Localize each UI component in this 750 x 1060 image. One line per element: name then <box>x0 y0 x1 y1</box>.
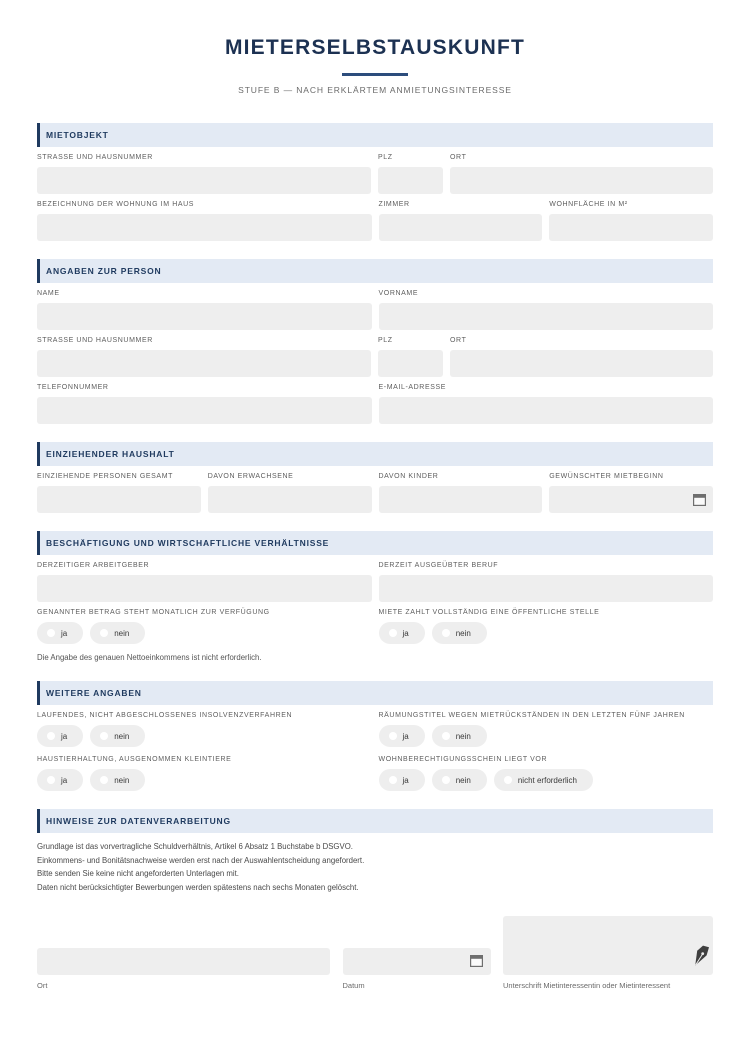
radio-indicator <box>389 629 397 637</box>
field-label: STRASSE UND HAUSNUMMER <box>37 154 153 161</box>
field-label: HAUSTIERHALTUNG, AUSGENOMMEN KLEINTIERE <box>37 756 232 763</box>
radio-option-nein[interactable] <box>90 769 145 791</box>
section-hinweise <box>37 809 713 991</box>
radio-option-nein[interactable] <box>432 769 487 791</box>
erwachsene-input[interactable] <box>208 486 372 513</box>
beruf-input[interactable] <box>379 575 714 602</box>
radio-option-label: nicht erforderlich <box>517 775 577 785</box>
form-page <box>37 0 713 991</box>
section-mietobjekt <box>37 123 713 241</box>
objekt-ort-input[interactable] <box>450 167 713 194</box>
radio-indicator <box>47 732 55 740</box>
field-label: ORT <box>450 337 467 344</box>
field-label: MIETE ZAHLT VOLLSTÄNDIG EINE ÖFFENTLICHE STELLE <box>378 609 600 616</box>
zimmer-input[interactable] <box>379 214 543 241</box>
radio-pills <box>37 725 372 747</box>
field-wohnflaeche <box>549 200 713 241</box>
radio-option-nein[interactable] <box>90 725 145 747</box>
section-person <box>37 259 713 424</box>
field-email <box>379 383 714 424</box>
radio-indicator <box>100 776 108 784</box>
section-weitere-angaben <box>37 681 713 791</box>
radio-group-oeffentliche-stelle <box>379 608 714 644</box>
field-row <box>37 561 713 602</box>
field-name <box>37 289 372 330</box>
field-personen-gesamt <box>37 472 201 513</box>
field-label: NAME <box>37 290 60 297</box>
radio-option-ja[interactable] <box>379 725 425 747</box>
radio-option-label: nein <box>455 628 471 638</box>
section-title-hinweise: HINWEISE ZUR DATENVERARBEITUNG <box>37 809 713 833</box>
section-title-person: ANGABEN ZUR PERSON <box>37 259 713 283</box>
field-sig-ort <box>37 948 330 991</box>
radio-option-label: ja <box>61 731 68 741</box>
datum-date-field <box>343 948 491 975</box>
field-label: DERZEIT AUSGEÜBTER BERUF <box>378 562 499 569</box>
radio-option-ja[interactable] <box>379 622 425 644</box>
calendar-icon[interactable] <box>470 955 483 967</box>
field-row <box>37 153 713 194</box>
field-beruf <box>379 561 714 602</box>
radio-pills <box>379 622 714 644</box>
arbeitgeber-input[interactable] <box>37 575 372 602</box>
field-objekt-plz <box>378 153 443 194</box>
datum-input[interactable] <box>343 948 491 975</box>
field-label: DERZEITIGER ARBEITGEBER <box>37 562 150 569</box>
radio-option-nein[interactable] <box>432 622 487 644</box>
radio-indicator <box>442 732 450 740</box>
field-person-plz <box>378 336 443 377</box>
field-kinder <box>379 472 543 513</box>
field-label: WOHNFLÄCHE IN M² <box>549 201 628 208</box>
sig-datum-label: Datum <box>342 981 365 990</box>
field-label: BEZEICHNUNG DER WOHNUNG IM HAUS <box>37 201 195 208</box>
radio-indicator <box>100 629 108 637</box>
sig-ort-label: Ort <box>37 981 48 990</box>
person-strasse-input[interactable] <box>37 350 371 377</box>
radio-option-ja[interactable] <box>379 769 425 791</box>
telefon-input[interactable] <box>37 397 372 424</box>
radio-option-label: ja <box>402 775 409 785</box>
radio-group-betrag-verfuegbar <box>37 608 372 644</box>
radio-group-raeumungstitel <box>379 711 714 747</box>
radio-option-label: ja <box>61 775 68 785</box>
signature-row <box>37 916 713 991</box>
field-label: EINZIEHENDE PERSONEN GESAMT <box>37 473 173 480</box>
radio-pills <box>379 725 714 747</box>
radio-option-label: ja <box>402 731 409 741</box>
radio-option-label: nein <box>455 731 471 741</box>
section-beschaeftigung <box>37 531 713 663</box>
radio-indicator <box>100 732 108 740</box>
objekt-plz-input[interactable] <box>378 167 443 194</box>
radio-group-haustiere <box>37 755 372 791</box>
section-title-weitere: WEITERE ANGABEN <box>37 681 713 705</box>
field-unterschrift <box>503 916 713 991</box>
radio-option-nein[interactable] <box>90 622 145 644</box>
name-input[interactable] <box>37 303 372 330</box>
field-label: LAUFENDES, NICHT ABGESCHLOSSENES INSOLVENZVERFAHREN <box>37 712 293 719</box>
field-wohnung <box>37 200 372 241</box>
field-row <box>37 472 713 513</box>
radio-option-ja[interactable] <box>37 622 83 644</box>
field-sig-datum <box>343 948 491 991</box>
email-input[interactable] <box>379 397 714 424</box>
vorname-input[interactable] <box>379 303 714 330</box>
field-zimmer <box>379 200 543 241</box>
radio-option-label: nein <box>114 628 130 638</box>
field-vorname <box>379 289 714 330</box>
radio-option-label: nein <box>114 775 130 785</box>
radio-group-insolvenz <box>37 711 372 747</box>
radio-indicator <box>442 629 450 637</box>
personen-gesamt-input[interactable] <box>37 486 201 513</box>
title-underline <box>342 73 408 76</box>
privacy-text <box>37 840 713 894</box>
radio-option-label: ja <box>61 628 68 638</box>
radio-option-label: ja <box>402 628 409 638</box>
radio-option-ja[interactable] <box>37 725 83 747</box>
radio-option-ja[interactable] <box>37 769 83 791</box>
privacy-text-line: Grundlage ist das vorvertragliche Schuldverhältnis, Artikel 6 Absatz 1 Buchstabe b DSGVO. <box>37 842 353 851</box>
field-row <box>37 608 713 644</box>
privacy-text-line: Daten nicht berücksichtigter Bewerbungen werden spätestens nach sechs Monaten gelöscht. <box>37 882 359 892</box>
radio-pills <box>37 769 372 791</box>
field-person-strasse <box>37 336 371 377</box>
field-label: ORT <box>450 154 467 161</box>
objekt-strasse-input[interactable] <box>37 167 371 194</box>
field-label: DAVON KINDER <box>378 473 439 480</box>
field-person-ort <box>450 336 713 377</box>
field-row <box>37 711 713 747</box>
radio-indicator <box>389 732 397 740</box>
wohnflaeche-input[interactable] <box>549 214 713 241</box>
field-label: WOHNBERECHTIGUNGSSCHEIN LIEGT VOR <box>378 756 548 763</box>
field-row <box>37 383 713 424</box>
privacy-text-line: Einkommens- und Bonitätsnachweise werden erst nach der Auswahlentscheidung angefordert. <box>37 855 365 865</box>
field-label: PLZ <box>378 154 393 161</box>
field-objekt-strasse <box>37 153 371 194</box>
field-label: ZIMMER <box>378 201 410 208</box>
sig-unterschrift-label: Unterschrift Mietinteressentin oder Mietinteressent <box>503 981 671 990</box>
field-objekt-ort <box>450 153 713 194</box>
field-label: GENANNTER BETRAG STEHT MONATLICH ZUR VERFÜGUNG <box>37 609 270 616</box>
radio-indicator <box>442 776 450 784</box>
kinder-input[interactable] <box>379 486 543 513</box>
field-mietbeginn <box>549 472 713 513</box>
radio-group-wbs <box>379 755 714 791</box>
privacy-text-line: Bitte senden Sie keine nicht angeforderten Unterlagen mit. <box>37 869 239 878</box>
section-title-haushalt: EINZIEHENDER HAUSHALT <box>37 442 713 466</box>
field-row <box>37 336 713 377</box>
radio-option-label: nein <box>455 775 471 785</box>
signature-pad[interactable] <box>503 916 713 975</box>
income-note: Die Angabe des genauen Nettoeinkommens ist nicht erforderlich. <box>37 653 262 662</box>
field-label: DAVON ERWACHSENE <box>207 473 294 480</box>
wohnung-input[interactable] <box>37 214 372 241</box>
section-haushalt <box>37 442 713 513</box>
field-label: VORNAME <box>378 290 419 297</box>
field-arbeitgeber <box>37 561 372 602</box>
mietbeginn-date-field <box>549 486 713 513</box>
form-subtitle: STUFE B — NACH ERKLÄRTEM ANMIETUNGSINTERESSE <box>238 85 512 95</box>
field-row <box>37 755 713 791</box>
radio-indicator <box>47 776 55 784</box>
field-label: TELEFONNUMMER <box>37 384 109 391</box>
radio-option-nicht-erforderlich[interactable] <box>494 769 593 791</box>
radio-option-label: nein <box>114 731 130 741</box>
field-erwachsene <box>208 472 372 513</box>
field-label: GEWÜNSCHTER MIETBEGINN <box>549 473 664 480</box>
field-row <box>37 200 713 241</box>
field-label: PLZ <box>378 337 393 344</box>
section-title-mietobjekt: MIETOBJEKT <box>37 123 713 147</box>
mietbeginn-input[interactable] <box>549 486 713 513</box>
field-label: RÄUMUNGSTITEL WEGEN MIETRÜCKSTÄNDEN IN DEN LETZTEN FÜNF JAHREN <box>378 712 685 719</box>
radio-pills <box>37 622 372 644</box>
radio-indicator <box>389 776 397 784</box>
radio-option-nein[interactable] <box>432 725 487 747</box>
person-plz-input[interactable] <box>378 350 443 377</box>
person-ort-input[interactable] <box>450 350 713 377</box>
field-telefon <box>37 383 372 424</box>
field-row <box>37 289 713 330</box>
field-label: E-MAIL-ADRESSE <box>378 384 447 391</box>
section-title-beschaeftigung: BESCHÄFTIGUNG UND WIRTSCHAFTLICHE VERHÄLTNISSE <box>37 531 713 555</box>
radio-pills <box>379 769 714 791</box>
radio-indicator <box>504 776 512 784</box>
form-title: MIETERSELBSTAUSKUNFT <box>224 36 526 59</box>
radio-indicator <box>47 629 55 637</box>
calendar-icon[interactable] <box>693 494 706 506</box>
sig-ort-input[interactable] <box>37 948 330 975</box>
pen-nib-icon <box>694 944 710 966</box>
field-label: STRASSE UND HAUSNUMMER <box>37 337 153 344</box>
